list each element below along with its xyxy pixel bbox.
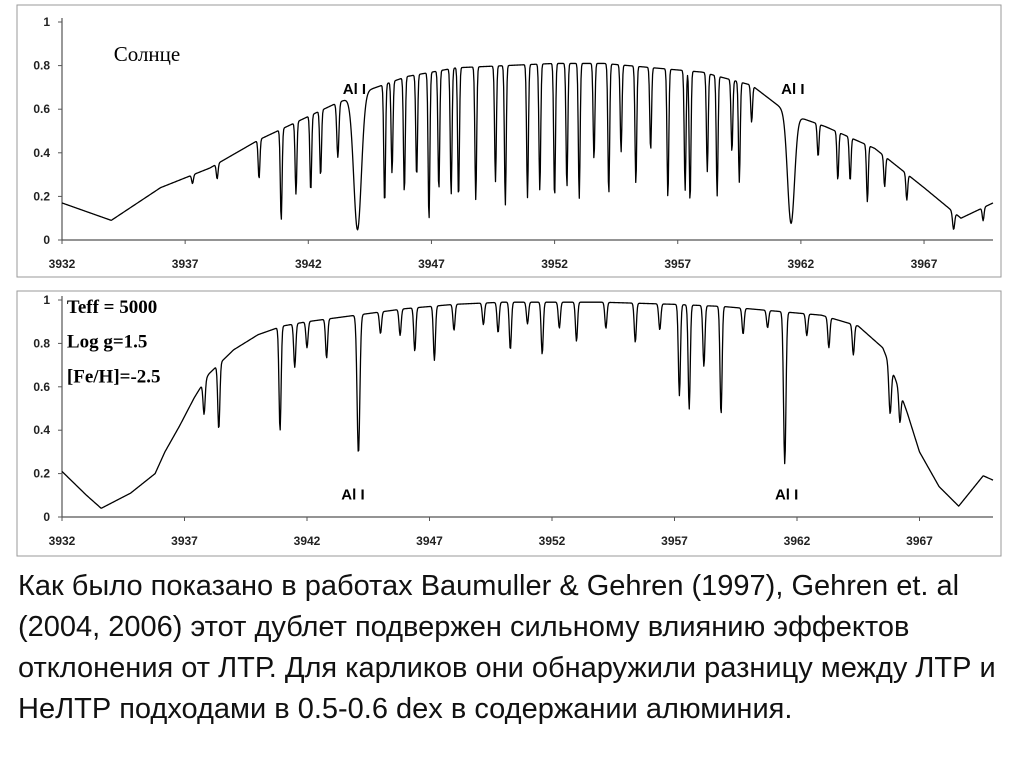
y-tick-label: 1 <box>43 293 50 307</box>
y-tick-label: 0.6 <box>33 379 50 394</box>
x-tick-label: 3947 <box>416 534 443 548</box>
y-tick-label: 0 <box>43 510 50 524</box>
y-tick-label: 0.4 <box>33 423 50 438</box>
x-tick-label: 3937 <box>171 257 199 271</box>
y-tick-label: 0.6 <box>33 102 50 117</box>
chart-annotation: Al I <box>341 486 365 504</box>
y-tick-label: 0 <box>43 233 50 247</box>
caption-text: Как было показано в работах Baumuller & Gehren (1997), Gehren et. al (2004, 2006) этот дублет подвержен сильному влиянию эффектов отклонения от ЛТР. Для карликов они обнаружили разницу между ЛТР и НеЛТР подходами в 0.5-0.6 dex в содержании алюминия. <box>18 570 996 725</box>
y-tick-label: 0.2 <box>33 466 50 481</box>
x-tick-label: 3947 <box>418 257 445 271</box>
x-tick-label: 3957 <box>664 257 692 271</box>
x-tick-label: 3962 <box>783 534 811 548</box>
chart-annotation: Al I <box>342 80 367 98</box>
x-tick-label: 3952 <box>538 534 566 548</box>
y-tick-label: 1 <box>43 15 50 29</box>
chart-annotation: Al I <box>781 80 805 98</box>
x-tick-label: 3952 <box>541 257 568 271</box>
y-tick-label: 0.2 <box>33 189 50 204</box>
y-tick-label: 0.8 <box>33 336 50 351</box>
chart-annotation: Al I <box>774 486 799 504</box>
spectrum-line <box>62 302 993 508</box>
chart-annotation: Teff = 5000 <box>66 297 158 319</box>
spectrum-line <box>62 63 993 229</box>
x-tick-label: 3937 <box>171 534 198 548</box>
x-tick-label: 3942 <box>294 257 322 271</box>
x-tick-label: 3932 <box>48 534 76 548</box>
x-tick-label: 3967 <box>910 257 938 271</box>
x-tick-label: 3967 <box>906 534 933 548</box>
chart-annotation: [Fe/H]=-2.5 <box>66 366 161 388</box>
x-tick-label: 3957 <box>661 534 688 548</box>
y-tick-label: 0.4 <box>33 145 50 160</box>
chart-annotation: Log g=1.5 <box>66 331 148 353</box>
y-tick-label: 0.8 <box>33 58 50 73</box>
x-tick-label: 3962 <box>787 257 815 271</box>
chart-annotation: Солнце <box>113 42 181 67</box>
x-tick-label: 3932 <box>48 257 76 271</box>
x-tick-label: 3942 <box>293 534 321 548</box>
